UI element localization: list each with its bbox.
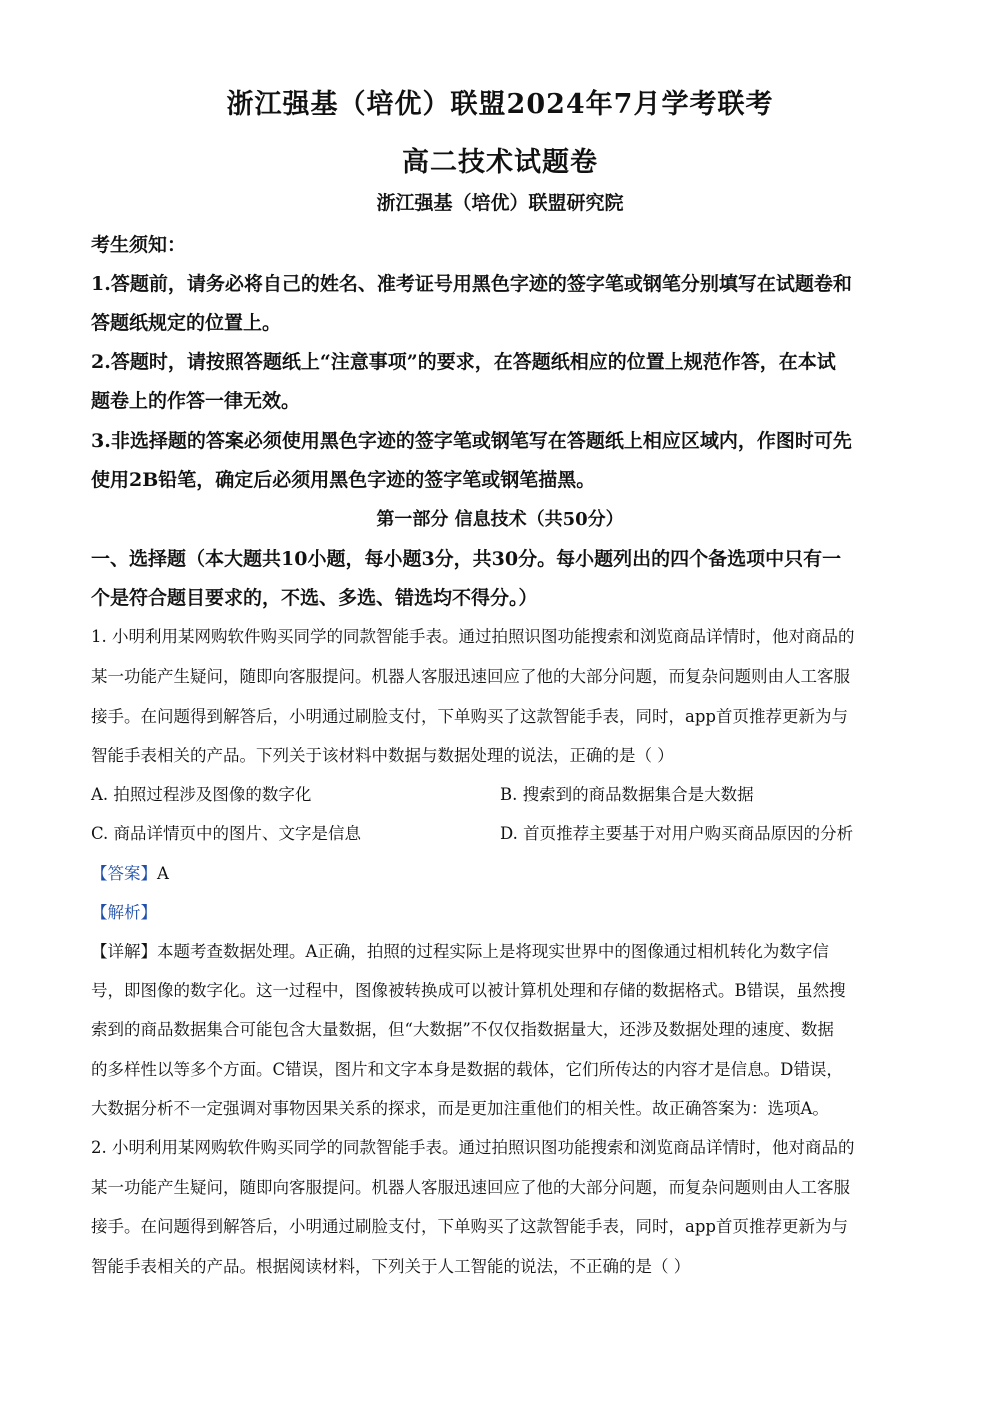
question-2-line-4: 智能手表相关的产品。根据阅读材料，下列关于人工智能的说法，不正确的是（ ） [91, 1257, 691, 1276]
question-1-option-b: B. 搜索到的商品数据集合是大数据 [500, 785, 754, 804]
notice-heading: 考生须知： [91, 234, 187, 256]
question-1-line-3: 接手。在问题得到解答后，小明通过刷脸支付，下单购买了这款智能手表，同时，app首页推荐更新为与 [91, 707, 848, 726]
question-1-detail-line-3: 索到的商品数据集合可能包含大量数据，但“大数据”不仅仅指数据量大，还涉及数据处理的速度、数据 [91, 1020, 834, 1039]
notice-item-1-line-2: 答题纸规定的位置上。 [91, 312, 282, 334]
part-1-heading: 第一部分 信息技术（共50分） [376, 509, 624, 530]
question-1-option-c: C. 商品详情页中的图片、文字是信息 [91, 824, 362, 843]
exam-title: 浙江强基（培优）联盟2024年7月学考联考 [226, 89, 774, 120]
answer-tag: 【答案】 [91, 864, 157, 883]
question-1-line-4: 智能手表相关的产品。下列关于该材料中数据与数据处理的说法，正确的是（ ） [91, 746, 674, 765]
question-1-answer [91, 860, 911, 884]
question-1-detail-line-5: 大数据分析不一定强调对事物因果关系的探求，而是更加注重他们的相关性。故正确答案为：选项A。 [91, 1099, 829, 1118]
question-1-detail-line-1: 【详解】本题考查数据处理。A正确，拍照的过程实际上是将现实世界中的图像通过相机转化为数字信 [91, 942, 829, 961]
question-2-line-1: 2. 小明利用某网购软件购买同学的同款智能手表。通过拍照识图功能搜索和浏览商品详情时，他对商品的 [91, 1138, 855, 1157]
notice-item-1-line-1: 1.答题前，请务必将自己的姓名、准考证号用黑色字迹的签字笔或钢笔分别填写在试题卷和 [91, 273, 852, 295]
notice-item-3-line-1: 3.非选择题的答案必须使用黑色字迹的签字笔或钢笔写在答题纸上相应区域内，作图时可先 [91, 430, 852, 452]
question-1-option-a: A. 拍照过程涉及图像的数字化 [91, 785, 312, 804]
question-2-line-2: 某一功能产生疑问，随即向客服提问。机器人客服迅速回应了他的大部分问题，而复杂问题则由人工客服 [91, 1178, 850, 1197]
section-heading-line-1: 一、选择题（本大题共10小题，每小题3分，共30分。每小题列出的四个备选项中只有一 [91, 548, 842, 570]
notice-item-2-line-2: 题卷上的作答一律无效。 [91, 390, 301, 412]
notice-item-3-line-2: 使用2B铅笔，确定后必须用黑色字迹的签字笔或钢笔描黑。 [91, 469, 596, 491]
question-1-option-d: D. 首页推荐主要基于对用户购买商品原因的分析 [500, 824, 854, 843]
section-heading-line-2: 个是符合题目要求的，不选、多选、错选均不得分。） [91, 587, 538, 609]
question-1-detail-line-4: 的多样性以等多个方面。C错误，图片和文字本身是数据的载体，它们所传达的内容才是信息。D错误， [91, 1060, 843, 1079]
question-1-detail-line-2: 号，即图像的数字化。这一过程中，图像被转换成可以被计算机处理和存储的数据格式。B错误，虽然搜 [91, 981, 846, 1000]
answer-value: A [157, 864, 169, 883]
question-2-line-3: 接手。在问题得到解答后，小明通过刷脸支付，下单购买了这款智能手表，同时，app首页推荐更新为与 [91, 1217, 848, 1236]
institute-name: 浙江强基（培优）联盟研究院 [376, 192, 624, 214]
question-1-line-1: 1. 小明利用某网购软件购买同学的同款智能手表。通过拍照识图功能搜索和浏览商品详情时，他对商品的 [91, 627, 855, 646]
analysis-tag: 【解析】 [91, 903, 157, 922]
question-1-line-2: 某一功能产生疑问，随即向客服提问。机器人客服迅速回应了他的大部分问题，而复杂问题则由人工客服 [91, 667, 850, 686]
exam-subtitle: 高二技术试题卷 [402, 147, 598, 178]
notice-item-2-line-1: 2.答题时，请按照答题纸上“注意事项”的要求，在答题纸相应的位置上规范作答，在本试 [91, 351, 836, 373]
